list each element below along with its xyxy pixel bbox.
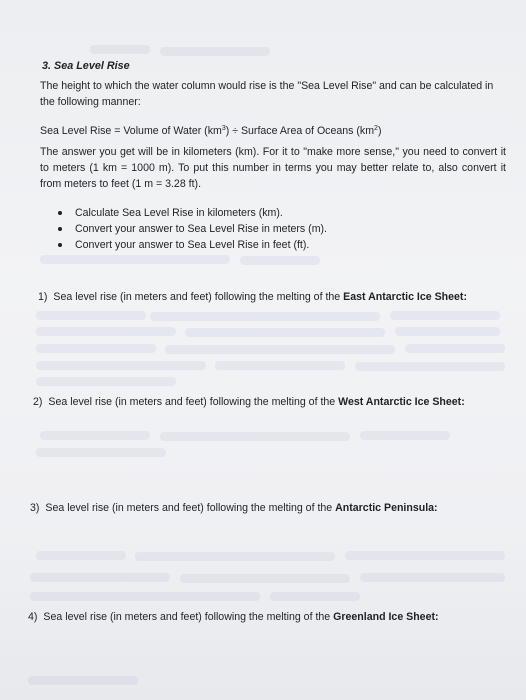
explanation-paragraph: The answer you get will be in kilometers (km). For it to "make more sense," you need to convert it to meters (1 km = 1000 m). To put this number in terms you may better relate to, also convert it from meters to feet (1 m = 3.28 ft). [40,146,506,190]
list-item-text: Calculate Sea Level Rise in kilometers (km). [75,207,283,219]
bullet-icon [58,243,62,247]
question-number: 4) [28,611,38,623]
question-text: Sea level rise (in meters and feet) following the melting of the [45,502,336,514]
question-text: Sea level rise (in meters and feet) following the melting of the [53,291,344,303]
question-subject: Antarctic Peninsula: [335,502,438,514]
list-item [56,237,327,253]
formula-line [40,123,506,139]
list-item-text: Convert your answer to Sea Level Rise in meters (m). [75,223,327,235]
question-text: Sea level rise (in meters and feet) following the melting of the [43,611,334,623]
list-item [56,205,327,221]
bullet-icon [58,211,62,215]
question-number: 3) [30,502,40,514]
list-item-text: Convert your answer to Sea Level Rise in feet (ft). [75,239,310,251]
list-item [56,221,327,237]
bullet-icon [58,227,62,231]
formula-exponent-volume: 3 [221,125,226,132]
formula-middle: ) ÷ Surface Area of Oceans (km [225,125,375,137]
question-1 [38,289,467,305]
question-number: 2) [33,396,43,408]
question-2 [33,394,465,410]
question-subject: East Antarctic Ice Sheet: [343,291,467,303]
instruction-list [56,205,327,253]
section-title: 3. Sea Level Rise [42,60,130,72]
question-subject: West Antarctic Ice Sheet: [338,396,465,408]
question-subject: Greenland Ice Sheet: [333,611,439,623]
question-4 [28,609,439,625]
formula-end: ) [377,125,382,137]
formula-exponent-area: 2 [374,125,378,132]
question-3 [30,500,438,516]
formula-left: Sea Level Rise = Volume of Water (km [40,125,222,137]
question-text: Sea level rise (in meters and feet) following the melting of the [48,396,339,408]
intro-paragraph: The height to which the water column would rise is the "Sea Level Rise" and can be calculated in the following manner: [40,80,494,108]
question-number: 1) [38,291,48,303]
